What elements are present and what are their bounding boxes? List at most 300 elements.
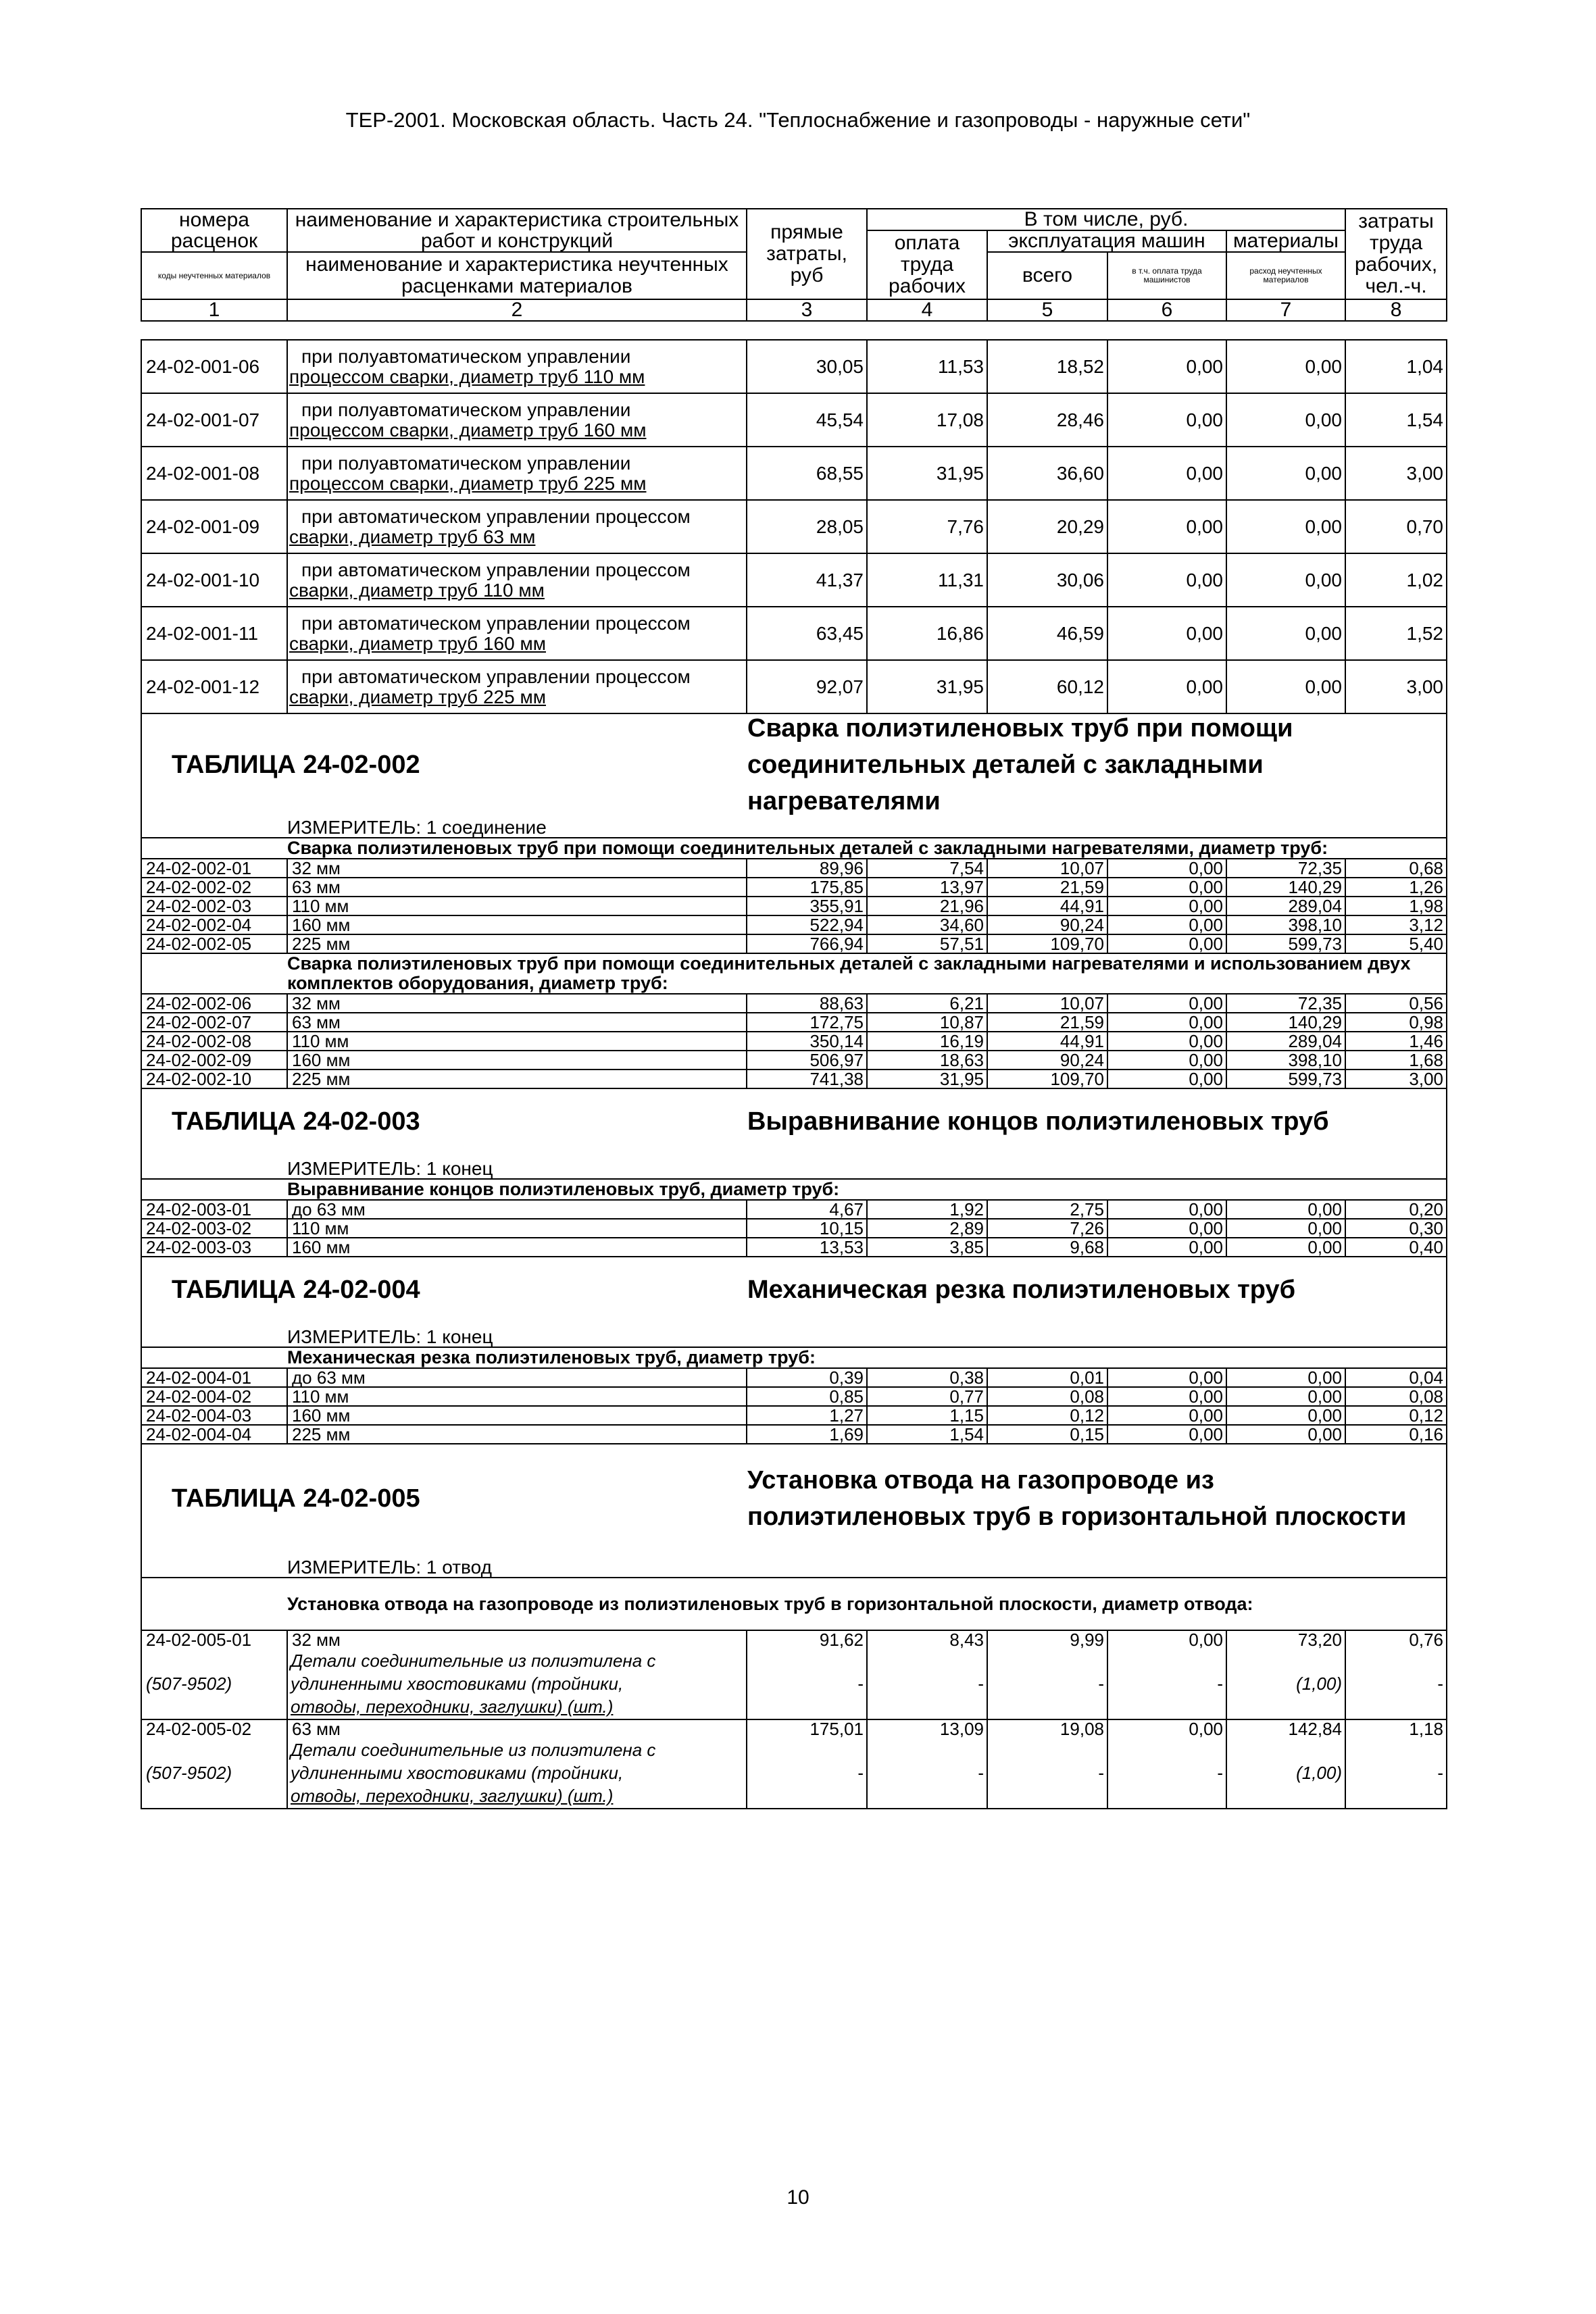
value-col-6: 0,00: [1107, 1387, 1226, 1406]
value-col-3: 0,39: [747, 1368, 867, 1387]
colnum-3: 3: [747, 299, 867, 321]
value-col-4: 17,08: [867, 393, 987, 447]
value-col-5: 10,07: [987, 994, 1107, 1013]
value-col-8: 1,02: [1345, 553, 1447, 607]
material-value-col-7: (1,00): [1226, 1738, 1345, 1809]
colnum-7: 7: [1226, 299, 1345, 321]
value-col-6: 0,00: [1107, 1051, 1226, 1070]
material-name-line3: отводы, переходники, заглушки) (шт.): [291, 1786, 614, 1806]
value-col-8: 0,30: [1345, 1219, 1447, 1238]
value-col-8: 1,18: [1345, 1719, 1447, 1738]
value-col-8: 0,98: [1345, 1013, 1447, 1032]
value-col-7: 0,00: [1226, 660, 1345, 713]
value-col-8: 1,46: [1345, 1032, 1447, 1051]
value-col-6: 0,00: [1107, 500, 1226, 553]
rate-code: 24-02-002-04: [141, 915, 287, 934]
colnum-2: 2: [287, 299, 747, 321]
value-col-4: 16,86: [867, 607, 987, 660]
table-002-subheading-2: Сварка полиэтиленовых труб при помощи соединительных деталей с закладными нагревателями и использованием двух комплектов оборудования, диаметр труб:: [287, 953, 1447, 994]
rate-name: 160 мм: [287, 1406, 747, 1425]
rate-name-line1: при полуавтоматическом управлении: [301, 399, 631, 420]
value-col-4: 57,51: [867, 934, 987, 953]
rate-code: 24-02-001-10: [141, 553, 287, 607]
rate-code: 24-02-001-07: [141, 393, 287, 447]
value-col-8: 1,54: [1345, 393, 1447, 447]
col4-header: оплата труда рабочих: [867, 230, 987, 299]
table-003-title: Выравнивание концов полиэтиленовых труб: [747, 1107, 1329, 1136]
value-col-4: 11,53: [867, 340, 987, 393]
table-row: [141, 1070, 1447, 1088]
rate-name-line1: при полуавтоматическом управлении: [301, 345, 631, 367]
value-col-3: 92,07: [747, 660, 867, 713]
value-col-7: 140,29: [1226, 1013, 1345, 1032]
rate-name-line1: при автоматическом управлении процессом: [301, 505, 691, 527]
value-col-3: 522,94: [747, 915, 867, 934]
table-003-measure: ИЗМЕРИТЕЛЬ: 1 конец: [287, 1154, 1447, 1179]
value-col-5: 44,91: [987, 1032, 1107, 1051]
value-col-3: 30,05: [747, 340, 867, 393]
rate-name-line1: при автоматическом управлении процессом: [301, 559, 691, 580]
table-row: [141, 1032, 1447, 1051]
value-col-7: 0,00: [1226, 447, 1345, 500]
value-col-4: 31,95: [867, 1070, 987, 1088]
value-col-7: 72,35: [1226, 994, 1345, 1013]
col1-header-mid: расценок: [141, 230, 287, 252]
value-col-6: 0,00: [1107, 607, 1226, 660]
colnum-4: 4: [867, 299, 987, 321]
value-col-3: 175,85: [747, 878, 867, 897]
value-col-7: 0,00: [1226, 1406, 1345, 1425]
value-col-8: 1,68: [1345, 1051, 1447, 1070]
table-005-measure: ИЗМЕРИТЕЛЬ: 1 отвод: [287, 1553, 1447, 1578]
col8-header: затраты труда рабочих, чел.-ч.: [1345, 209, 1447, 299]
material-name: [287, 1738, 747, 1809]
rate-name: [287, 393, 747, 447]
value-col-7: 0,00: [1226, 393, 1345, 447]
material-value-col-8: -: [1345, 1649, 1447, 1719]
value-col-4: 7,54: [867, 859, 987, 878]
value-col-3: 506,97: [747, 1051, 867, 1070]
table-row: [141, 1200, 1447, 1219]
rate-name-line2: процессом сварки, диаметр труб 110 мм: [289, 366, 645, 387]
value-col-7: 142,84: [1226, 1719, 1345, 1738]
material-code: (507-9502): [141, 1649, 287, 1719]
value-col-5: 60,12: [987, 660, 1107, 713]
value-col-5: 21,59: [987, 1013, 1107, 1032]
material-value-col-5: -: [987, 1738, 1107, 1809]
table-row: [141, 1719, 1447, 1738]
table-row: [141, 553, 1447, 607]
value-col-7: 0,00: [1226, 1425, 1345, 1444]
value-col-7: 599,73: [1226, 934, 1345, 953]
material-name: [287, 1649, 747, 1719]
rate-code: 24-02-002-08: [141, 1032, 287, 1051]
table-row: [141, 340, 1447, 393]
value-col-6: 0,00: [1107, 1013, 1226, 1032]
page-number: 10: [787, 2186, 809, 2209]
value-col-6: 0,00: [1107, 1219, 1226, 1238]
value-col-7: 73,20: [1226, 1630, 1345, 1649]
value-col-5: 19,08: [987, 1719, 1107, 1738]
value-col-6: 0,00: [1107, 1719, 1226, 1738]
value-col-7: 398,10: [1226, 915, 1345, 934]
value-col-7: 599,73: [1226, 1070, 1345, 1088]
value-col-6: 0,00: [1107, 447, 1226, 500]
value-col-5: 18,52: [987, 340, 1107, 393]
table-row: [141, 1387, 1447, 1406]
table-002-measure: ИЗМЕРИТЕЛЬ: 1 соединение: [287, 815, 1447, 838]
table-row: [141, 1368, 1447, 1387]
value-col-3: 766,94: [747, 934, 867, 953]
rate-name-line1: при автоматическом управлении процессом: [301, 665, 691, 687]
colnum-6: 6: [1107, 299, 1226, 321]
value-col-8: 3,12: [1345, 915, 1447, 934]
rate-code: 24-02-002-01: [141, 859, 287, 878]
value-col-5: 44,91: [987, 897, 1107, 915]
table-003-subheading: Выравнивание концов полиэтиленовых труб, диаметр труб:: [287, 1179, 1447, 1200]
rate-code: 24-02-005-02: [141, 1719, 287, 1738]
value-col-3: 1,69: [747, 1425, 867, 1444]
value-col-5: 90,24: [987, 1051, 1107, 1070]
rate-code: 24-02-002-06: [141, 994, 287, 1013]
value-col-4: 6,21: [867, 994, 987, 1013]
table-row: [141, 447, 1447, 500]
in-total-header: В том числе, руб.: [867, 209, 1345, 230]
rate-name: 110 мм: [287, 897, 747, 915]
value-col-7: 0,00: [1226, 1200, 1345, 1219]
value-col-8: 0,16: [1345, 1425, 1447, 1444]
value-col-4: 1,92: [867, 1200, 987, 1219]
rate-code: 24-02-004-04: [141, 1425, 287, 1444]
material-row: [141, 1738, 1447, 1809]
value-col-8: 0,04: [1345, 1368, 1447, 1387]
value-col-5: 46,59: [987, 607, 1107, 660]
rate-code: 24-02-003-03: [141, 1238, 287, 1257]
value-col-3: 28,05: [747, 500, 867, 553]
value-col-7: 0,00: [1226, 607, 1345, 660]
col1-header-top: номера: [141, 209, 287, 230]
value-col-3: 172,75: [747, 1013, 867, 1032]
value-col-3: 355,91: [747, 897, 867, 915]
rate-name: 160 мм: [287, 915, 747, 934]
value-col-6: 0,00: [1107, 897, 1226, 915]
value-col-8: 0,20: [1345, 1200, 1447, 1219]
value-col-5: 109,70: [987, 1070, 1107, 1088]
rate-code: 24-02-001-06: [141, 340, 287, 393]
value-col-4: 0,38: [867, 1368, 987, 1387]
rate-name: 110 мм: [287, 1387, 747, 1406]
value-col-3: 41,37: [747, 553, 867, 607]
value-col-6: 0,00: [1107, 393, 1226, 447]
rate-name: [287, 500, 747, 553]
col2-header-bottom: [287, 252, 747, 299]
table-row: [141, 393, 1447, 447]
material-row: [141, 1649, 1447, 1719]
value-col-4: 31,95: [867, 447, 987, 500]
value-col-7: 398,10: [1226, 1051, 1345, 1070]
value-col-4: 31,95: [867, 660, 987, 713]
material-value-col-3: -: [747, 1649, 867, 1719]
value-col-5: 0,01: [987, 1368, 1107, 1387]
table-row: [141, 660, 1447, 713]
value-col-8: 3,00: [1345, 447, 1447, 500]
value-col-7: 0,00: [1226, 500, 1345, 553]
table-row: [141, 897, 1447, 915]
value-col-6: 0,00: [1107, 1200, 1226, 1219]
rates-table: [141, 339, 1447, 1809]
value-col-5: 36,60: [987, 447, 1107, 500]
material-value-col-6: -: [1107, 1738, 1226, 1809]
value-col-4: 18,63: [867, 1051, 987, 1070]
rate-name-line2: процессом сварки, диаметр труб 225 мм: [289, 472, 647, 494]
rate-name: 160 мм: [287, 1051, 747, 1070]
col7-header: расход неучтенных материалов: [1226, 252, 1345, 299]
value-col-8: 5,40: [1345, 934, 1447, 953]
table-005-subheading: Установка отвода на газопроводе из полиэтиленовых труб в горизонтальной плоскости, диаметр отвода:: [287, 1578, 1447, 1630]
value-col-6: 0,00: [1107, 878, 1226, 897]
table-004-label: ТАБЛИЦА 24-02-004: [172, 1276, 420, 1304]
value-col-6: 0,00: [1107, 1070, 1226, 1088]
table-004-title: Механическая резка полиэтиленовых труб: [747, 1276, 1296, 1304]
value-col-4: 2,89: [867, 1219, 987, 1238]
rate-name: до 63 мм: [287, 1368, 747, 1387]
material-value-col-3: -: [747, 1738, 867, 1809]
value-col-4: 34,60: [867, 915, 987, 934]
rate-name: до 63 мм: [287, 1200, 747, 1219]
value-col-6: 0,00: [1107, 1032, 1226, 1051]
value-col-3: 45,54: [747, 393, 867, 447]
rate-name-line2: сварки, диаметр труб 225 мм: [289, 686, 546, 707]
value-col-4: 10,87: [867, 1013, 987, 1032]
colnum-8: 8: [1345, 299, 1447, 321]
material-value-col-4: -: [867, 1738, 987, 1809]
rate-code: 24-02-002-03: [141, 897, 287, 915]
table-row: [141, 1630, 1447, 1649]
rate-code: 24-02-005-01: [141, 1630, 287, 1649]
value-col-6: 0,00: [1107, 553, 1226, 607]
rate-name-line2: процессом сварки, диаметр труб 160 мм: [289, 419, 647, 441]
rate-name: 225 мм: [287, 1425, 747, 1444]
rate-code: 24-02-004-01: [141, 1368, 287, 1387]
material-value-col-6: -: [1107, 1649, 1226, 1719]
value-col-5: 9,68: [987, 1238, 1107, 1257]
table-row: [141, 878, 1447, 897]
col3-header: прямые затраты, руб: [747, 209, 867, 299]
value-col-8: 0,40: [1345, 1238, 1447, 1257]
table-row: [141, 1219, 1447, 1238]
rate-name: [287, 660, 747, 713]
value-col-3: 4,67: [747, 1200, 867, 1219]
material-name-line2: удлиненными хвостовиками (тройники,: [291, 1763, 624, 1783]
value-col-6: 0,00: [1107, 1368, 1226, 1387]
rate-name: 110 мм: [287, 1219, 747, 1238]
value-col-8: 0,76: [1345, 1630, 1447, 1649]
value-col-3: 63,45: [747, 607, 867, 660]
table-002-label: ТАБЛИЦА 24-02-002: [172, 751, 420, 779]
rate-code: 24-02-004-02: [141, 1387, 287, 1406]
value-col-4: 0,77: [867, 1387, 987, 1406]
value-col-3: 1,27: [747, 1406, 867, 1425]
rate-name-line2: сварки, диаметр труб 63 мм: [289, 526, 536, 547]
value-col-3: 175,01: [747, 1719, 867, 1738]
value-col-7: 0,00: [1226, 1387, 1345, 1406]
rate-name: 63 мм: [287, 1013, 747, 1032]
rate-name: [287, 553, 747, 607]
rate-code: 24-02-002-05: [141, 934, 287, 953]
value-col-7: 289,04: [1226, 897, 1345, 915]
material-value-col-8: -: [1345, 1738, 1447, 1809]
rate-name: [287, 340, 747, 393]
material-value-col-5: -: [987, 1649, 1107, 1719]
value-col-7: 289,04: [1226, 1032, 1345, 1051]
value-col-8: 1,04: [1345, 340, 1447, 393]
value-col-4: 3,85: [867, 1238, 987, 1257]
value-col-5: 0,08: [987, 1387, 1107, 1406]
value-col-6: 0,00: [1107, 1238, 1226, 1257]
rate-name-line1: при автоматическом управлении процессом: [301, 612, 691, 634]
value-col-7: 0,00: [1226, 340, 1345, 393]
machines-header: эксплуатация машин: [987, 230, 1226, 252]
value-col-6: 0,00: [1107, 994, 1226, 1013]
value-col-4: 1,54: [867, 1425, 987, 1444]
rate-name: 225 мм: [287, 1070, 747, 1088]
table-004-subheading: Механическая резка полиэтиленовых труб, диаметр труб:: [287, 1347, 1447, 1368]
value-col-3: 13,53: [747, 1238, 867, 1257]
value-col-8: 1,26: [1345, 878, 1447, 897]
rate-code: 24-02-002-07: [141, 1013, 287, 1032]
value-col-4: 21,96: [867, 897, 987, 915]
material-code: (507-9502): [141, 1738, 287, 1809]
col2-header-bottom-line2: расценками материалов: [401, 275, 632, 297]
material-name-line1: Детали соединительные из полиэтилена с: [291, 1651, 656, 1671]
value-col-6: 0,00: [1107, 915, 1226, 934]
colnum-5: 5: [987, 299, 1107, 321]
value-col-7: 0,00: [1226, 1368, 1345, 1387]
value-col-3: 10,15: [747, 1219, 867, 1238]
col1-header-bottom: коды неучтенных материалов: [141, 252, 287, 299]
rate-code: 24-02-001-12: [141, 660, 287, 713]
table-row: [141, 1406, 1447, 1425]
table-row: [141, 1013, 1447, 1032]
rate-code: 24-02-002-09: [141, 1051, 287, 1070]
table-row: [141, 859, 1447, 878]
table-row: [141, 1051, 1447, 1070]
rate-name: 63 мм: [287, 1719, 747, 1738]
material-name-line3: отводы, переходники, заглушки) (шт.): [291, 1696, 614, 1717]
col6-header: в т.ч. оплата труда машинистов: [1107, 252, 1226, 299]
table-row: [141, 994, 1447, 1013]
material-name-line1: Детали соединительные из полиэтилена с: [291, 1740, 656, 1760]
value-col-5: 20,29: [987, 500, 1107, 553]
value-col-5: 90,24: [987, 915, 1107, 934]
rate-code: 24-02-004-03: [141, 1406, 287, 1425]
value-col-5: 0,12: [987, 1406, 1107, 1425]
rate-name: 160 мм: [287, 1238, 747, 1257]
rate-name-line2: сварки, диаметр труб 110 мм: [289, 579, 545, 601]
column-header-table: [141, 208, 1447, 322]
value-col-4: 13,97: [867, 878, 987, 897]
value-col-6: 0,00: [1107, 1425, 1226, 1444]
value-col-7: 0,00: [1226, 1219, 1345, 1238]
col2-header-bottom-line1: наименование и характеристика неучтенных: [305, 253, 728, 276]
rate-code: 24-02-003-02: [141, 1219, 287, 1238]
table-row: [141, 915, 1447, 934]
table-005-label: ТАБЛИЦА 24-02-005: [172, 1484, 420, 1513]
table-row: [141, 934, 1447, 953]
table-row: [141, 607, 1447, 660]
value-col-5: 2,75: [987, 1200, 1107, 1219]
value-col-6: 0,00: [1107, 1406, 1226, 1425]
value-col-6: 0,00: [1107, 1630, 1226, 1649]
page-header: ТЕР-2001. Московская область. Часть 24. "Теплоснабжение и газопроводы - наружные сети": [345, 108, 1251, 132]
colnum-1: 1: [141, 299, 287, 321]
value-col-8: 0,08: [1345, 1387, 1447, 1406]
value-col-7: 0,00: [1226, 553, 1345, 607]
value-col-8: 0,56: [1345, 994, 1447, 1013]
value-col-5: 21,59: [987, 878, 1107, 897]
value-col-5: 109,70: [987, 934, 1107, 953]
value-col-4: 1,15: [867, 1406, 987, 1425]
value-col-5: 9,99: [987, 1630, 1107, 1649]
value-col-5: 28,46: [987, 393, 1107, 447]
value-col-3: 741,38: [747, 1070, 867, 1088]
value-col-7: 0,00: [1226, 1238, 1345, 1257]
value-col-6: 0,00: [1107, 340, 1226, 393]
rate-code: 24-02-002-10: [141, 1070, 287, 1088]
value-col-8: 1,52: [1345, 607, 1447, 660]
rate-code: 24-02-001-08: [141, 447, 287, 500]
value-col-3: 0,85: [747, 1387, 867, 1406]
rate-name: [287, 607, 747, 660]
material-value-col-7: (1,00): [1226, 1649, 1345, 1719]
value-col-7: 140,29: [1226, 878, 1345, 897]
table-row: [141, 500, 1447, 553]
materials-header: материалы: [1226, 230, 1345, 252]
value-col-4: 11,31: [867, 553, 987, 607]
value-col-5: 0,15: [987, 1425, 1107, 1444]
value-col-4: 8,43: [867, 1630, 987, 1649]
value-col-4: 13,09: [867, 1719, 987, 1738]
value-col-6: 0,00: [1107, 660, 1226, 713]
rate-name: [287, 447, 747, 500]
col2-header-top: наименование и характеристика строительных: [287, 209, 747, 230]
value-col-8: 3,00: [1345, 660, 1447, 713]
table-row: [141, 1425, 1447, 1444]
value-col-5: 30,06: [987, 553, 1107, 607]
value-col-3: 91,62: [747, 1630, 867, 1649]
value-col-6: 0,00: [1107, 859, 1226, 878]
value-col-8: 0,12: [1345, 1406, 1447, 1425]
value-col-5: 7,26: [987, 1219, 1107, 1238]
rate-code: 24-02-001-09: [141, 500, 287, 553]
value-col-4: 16,19: [867, 1032, 987, 1051]
rate-name: 110 мм: [287, 1032, 747, 1051]
table-002-title: Сварка полиэтиленовых труб при помощи соединительных деталей с закладными нагревателями: [747, 714, 1293, 815]
value-col-3: 68,55: [747, 447, 867, 500]
value-col-3: 89,96: [747, 859, 867, 878]
table-row: [141, 1238, 1447, 1257]
rate-name-line1: при полуавтоматическом управлении: [301, 452, 631, 474]
rate-name-line2: сварки, диаметр труб 160 мм: [289, 632, 546, 654]
table-004-measure: ИЗМЕРИТЕЛЬ: 1 конец: [287, 1322, 1447, 1347]
value-col-8: 0,68: [1345, 859, 1447, 878]
rate-name: 32 мм: [287, 859, 747, 878]
material-value-col-4: -: [867, 1649, 987, 1719]
rate-name: 63 мм: [287, 878, 747, 897]
value-col-7: 72,35: [1226, 859, 1345, 878]
table-005-title: Установка отвода на газопроводе из полиэтиленовых труб в горизонтальной плоскости: [747, 1466, 1407, 1531]
value-col-8: 1,98: [1345, 897, 1447, 915]
